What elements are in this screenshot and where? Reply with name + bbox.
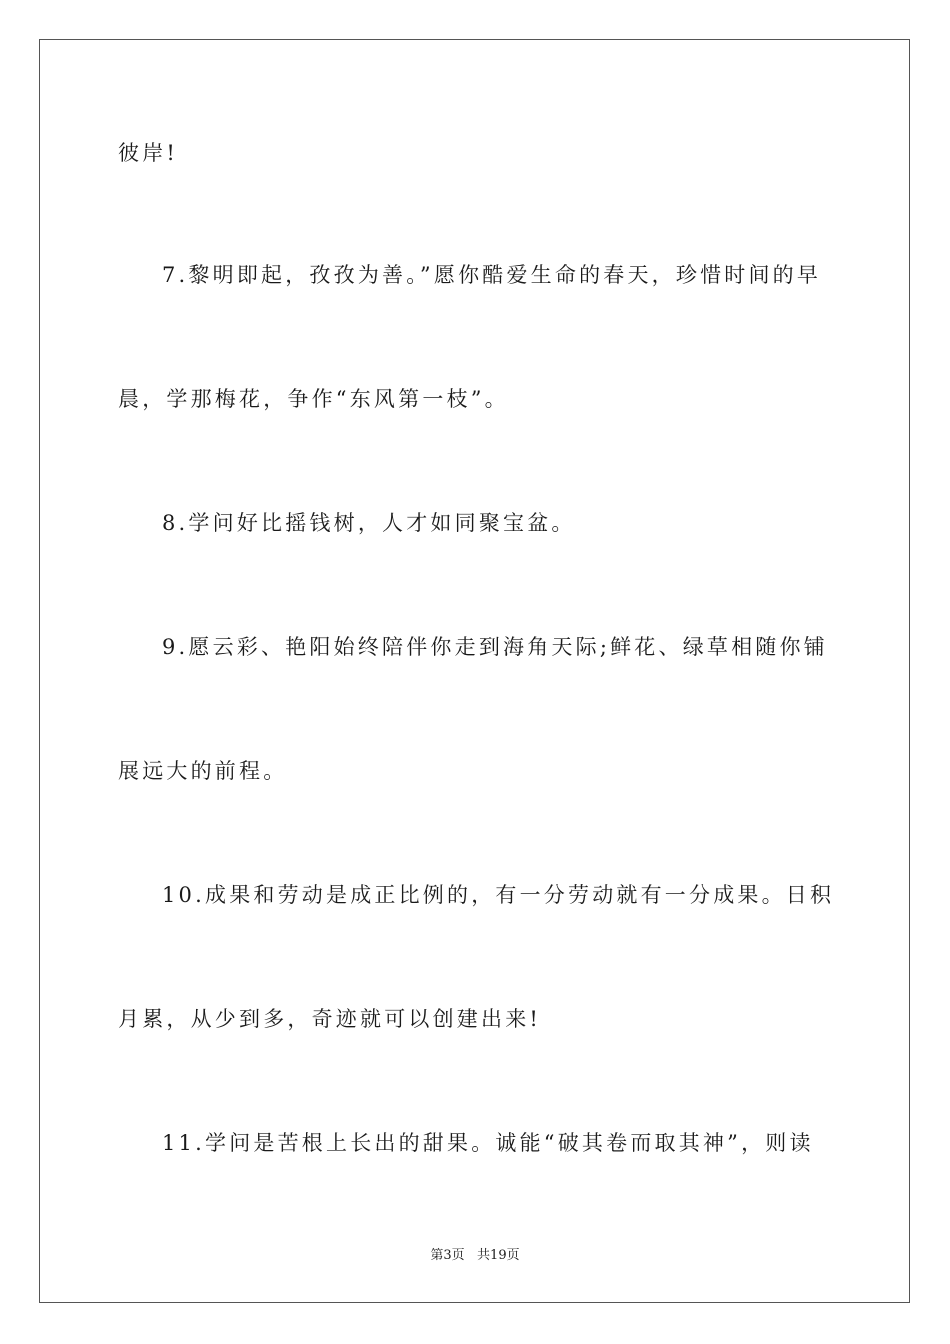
text-line: 9.愿云彩、艳阳始终陪伴你走到海角天际;鲜花、绿草相随你铺 <box>162 635 828 659</box>
text-line: 展远大的前程。 <box>118 759 288 783</box>
text-line: 11.学问是苦根上长出的甜果。诚能“破其卷而取其神”，则读 <box>162 1131 814 1155</box>
text-line: 8.学问好比摇钱树，人才如同聚宝盆。 <box>162 511 576 535</box>
text-line: 7.黎明即起，孜孜为善。”愿你酷爱生命的春天，珍惜时间的早 <box>162 263 822 287</box>
page-frame <box>39 39 910 1303</box>
page-number-footer: 第3页 共19页 <box>430 1248 520 1263</box>
text-line: 月累，从少到多，奇迹就可以创建出来! <box>118 1007 542 1031</box>
text-line: 晨，学那梅花，争作“东风第一枝”。 <box>118 387 509 411</box>
text-line: 彼岸! <box>118 141 179 165</box>
text-line: 10.成果和劳动是成正比例的，有一分劳动就有一分成果。日积 <box>162 883 835 907</box>
